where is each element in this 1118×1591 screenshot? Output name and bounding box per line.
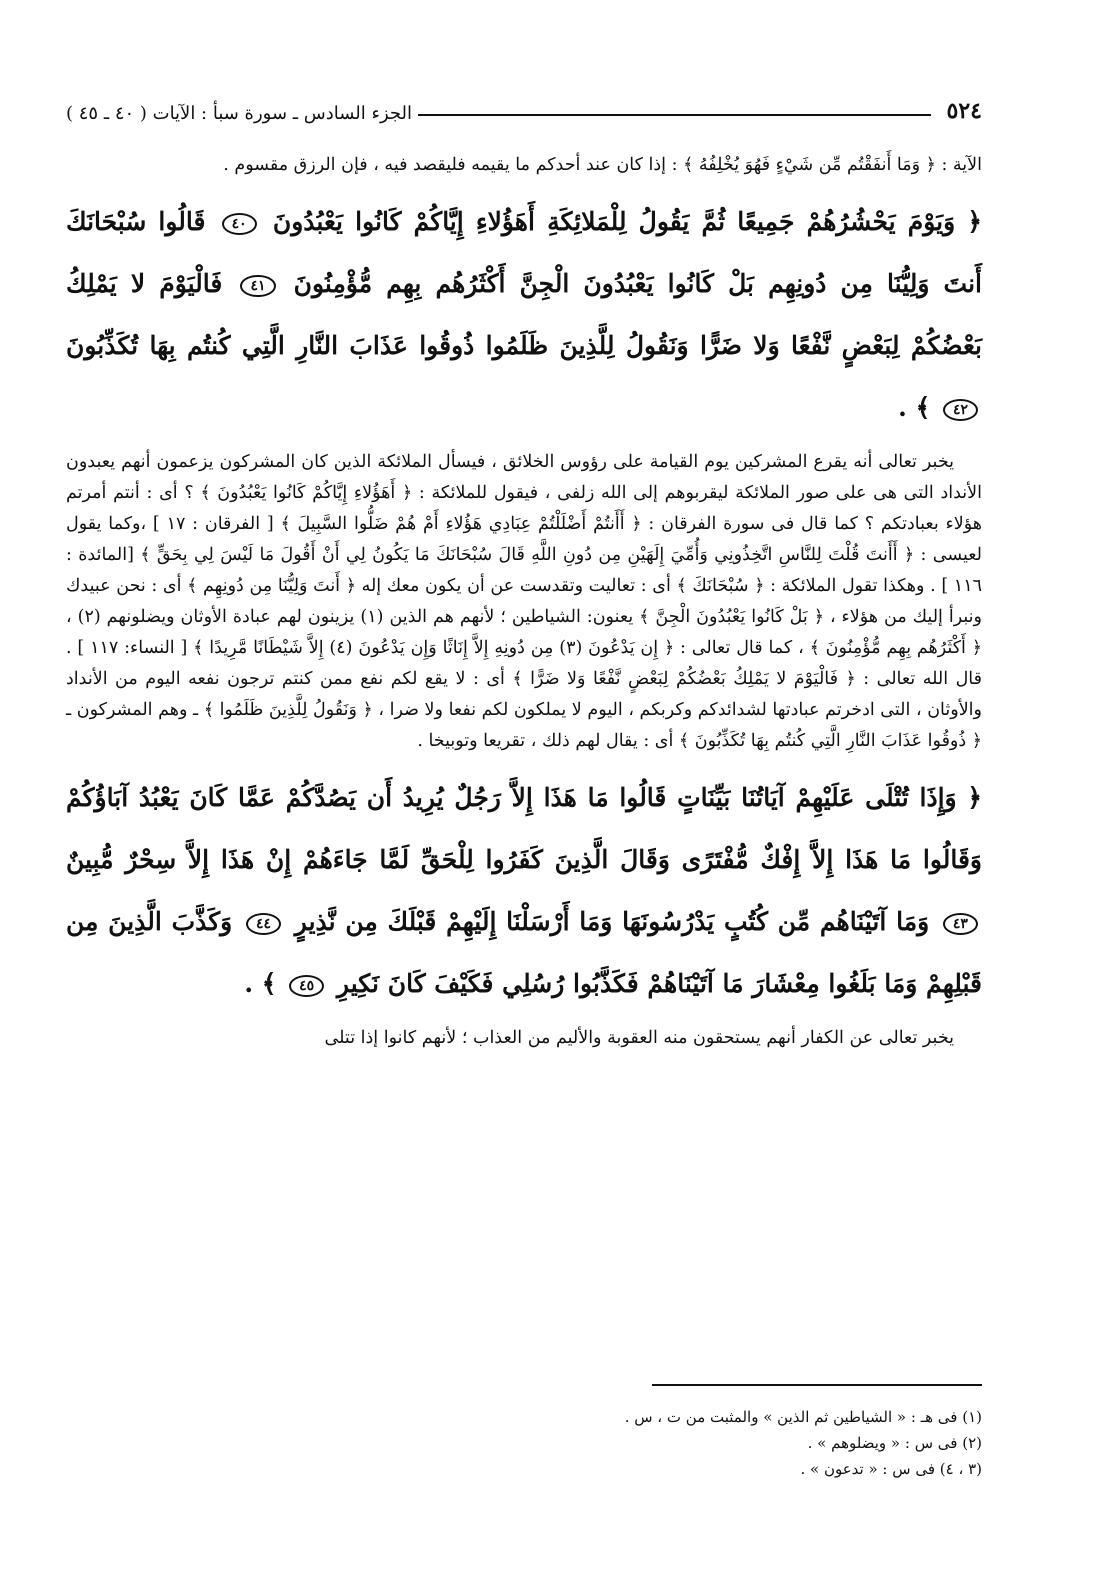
verse-number-badge: ٤٢ xyxy=(943,399,978,421)
footnote-rule xyxy=(652,1384,982,1386)
commentary-paragraph-1: الآية : ﴿ وَمَا أَنفَقْتُم مِّن شَيْءٍ فَهُوَ يُخْلِفُهُ ﴾ : إذا كان عند أحدكم ما يقيمه فليقصد فيه ، فإن الرزق مقسوم . xyxy=(223,155,982,175)
verse-number-badge: ٤٣ xyxy=(943,913,978,935)
verse-number-badge: ٤٥ xyxy=(289,975,324,997)
verse-number-badge: ٤٠ xyxy=(222,213,257,235)
quran-verse-block-1 xyxy=(66,191,982,439)
page-body xyxy=(66,150,982,1054)
verse-text: فَالْيَوْمَ لا يَمْلِكُ بَعْضُكُمْ لِبَعْضٍ نَّفْعًا وَلا ضَرًّا وَنَقُولُ لِلَّذِينَ ظَلَمُوا ذُوقُوا عَذَابَ النَّارِ الَّتِي كُنتُم بِهَا تُكَذِّبُونَ xyxy=(66,269,982,360)
commentary-paragraph-2: يخبر تعالى أنه يقرع المشركين يوم القيامة على رؤوس الخلائق ، فيسأل الملائكة الذين كان المشركون يزعمون أنهم يعبدون الأنداد التى هى على صور الملائكة ليقربوهم إلى الله زلفى ، فيقول للملائكة : ﴿ أَهَؤُلاءِ إِيَّاكُمْ كَانُوا يَعْبُدُونَ ﴾ ؟ أى : أنتم أمرتم هؤلاء بعبادتكم ؟ كما قال فى سورة الفرقان : ﴿ أَأَنتُمْ أَضْلَلْتُمْ عِبَادِي هَؤُلاءِ أَمْ هُمْ ضَلُّوا السَّبِيلَ ﴾ [ الفرقان : ١٧ ] ،وكما يقول لعيسى : ﴿ أَأَنتَ قُلْتَ لِلنَّاسِ اتَّخِذُونِي وَأُمِّيَ إِلَهَيْنِ مِن دُونِ اللَّهِ قَالَ سُبْحَانَكَ مَا يَكُونُ لِي أَنْ أَقُولَ مَا لَيْسَ لِي بِحَقٍّ ﴾ [المائدة : ١١٦ ] . وهكذا تقول الملائكة : ﴿ سُبْحَانَكَ ﴾ أى : تعاليت وتقدست عن أن يكون معك إله ﴿ أَنتَ وَلِيُّنَا مِن دُونِهِم ﴾ أى : نحن عبيدك ونبرأ إليك من هؤلاء ، ﴿ بَلْ كَانُوا يَعْبُدُونَ الْجِنَّ ﴾ يعنون: الشياطين ؛ لأنهم هم الذين (١) يزينون لهم عبادة الأوثان ويضلونهم (٢) ، ﴿ أَكْثَرُهُم بِهِم مُّؤْمِنُونَ ﴾ ، كما قال تعالى : ﴿ إِن يَدْعُونَ (٣) مِن دُونِهِ إِلاَّ إِنَاثًا وَإِن يَدْعُونَ (٤) إِلاَّ شَيْطَانًا مَّرِيدًا ﴾ [ النساء: ١١٧ ] . قال الله تعالى : ﴿ فَالْيَوْمَ لا يَمْلِكُ بَعْضُكُمْ لِبَعْضٍ نَّفْعًا وَلا ضَرًّا ﴾ أى : لا يقع لكم نفع ممن كنتم ترجون نفعه اليوم من الأنداد والأوثان ، التى ادخرتم عبادتها لشدائدكم وكربكم ، اليوم لا يملكون لكم نفعا ولا ضرا ، ﴿ وَنَقُولُ لِلَّذِينَ ظَلَمُوا ﴾ ـ وهم المشركون ـ ﴿ ذُوقُوا عَذَابَ النَّارِ الَّتِي كُنتُم بِهَا تُكَذِّبُونَ ﴾ أى : يقال لهم ذلك ، تقريعا وتوبيخا . xyxy=(66,452,983,751)
verse-number-badge: ٤٤ xyxy=(246,913,281,935)
page-number: ٥٢٤ xyxy=(946,98,982,124)
verse-text: وَكَذَّبَ الَّذِينَ مِن قَبْلِهِمْ وَمَا بَلَغُوا مِعْشَارَ مَا آتَيْنَاهُمْ فَكَذَّبُوا رُسُلِي فَكَيْفَ كَانَ نَكِيرِ xyxy=(66,907,982,998)
quran-verse-block-2 xyxy=(66,767,982,1015)
header-rule xyxy=(418,114,931,116)
verse-number-badge: ٤١ xyxy=(240,275,275,297)
verse-close: ﴾ . xyxy=(898,393,931,422)
commentary-paragraph-3: يخبر تعالى عن الكفار أنهم يستحقون منه العقوبة والأليم من العذاب ؛ لأنهم كانوا إذا تتلى xyxy=(324,1028,954,1048)
footnotes xyxy=(66,1404,982,1482)
verse-text: قَالُوا سُبْحَانَكَ أَنتَ وَلِيُّنَا مِن دُونِهِم بَلْ كَانُوا يَعْبُدُونَ الْجِنَّ أَكْثَرُهُم بِهِم مُّؤْمِنُونَ xyxy=(66,207,982,298)
verse-text: ﴿ وَيَوْمَ يَحْشُرُهُمْ جَمِيعًا ثُمَّ يَقُولُ لِلْمَلائِكَةِ أَهَؤُلاءِ إِيَّاكُمْ كَانُوا يَعْبُدُونَ xyxy=(272,207,982,236)
verse-close: ﴾ . xyxy=(244,969,277,998)
page-header xyxy=(66,90,982,124)
footnote: (١) فى هـ : « الشياطين ثم الذين » والمثبت من ت ، س . xyxy=(624,1408,982,1426)
verse-text: ﴿ وَإِذَا تُتْلَى عَلَيْهِمْ آيَاتُنَا بَيِّنَاتٍ قَالُوا مَا هَذَا إِلاَّ رَجُلٌ يُرِيدُ أَن يَصُدَّكُمْ عَمَّا كَانَ يَعْبُدُ آبَاؤُكُمْ وَقَالُوا مَا هَذَا إِلاَّ إِفْكٌ مُّفْتَرًى وَقَالَ الَّذِينَ كَفَرُوا لِلْحَقِّ لَمَّا جَاءَهُمْ إِنْ هَذَا إِلاَّ سِحْرٌ مُّبِينٌ xyxy=(66,783,982,874)
verse-text: وَمَا آتَيْنَاهُم مِّن كُتُبٍ يَدْرُسُونَهَا وَمَا أَرْسَلْنَا إِلَيْهِمْ قَبْلَكَ مِن نَّذِيرٍ xyxy=(294,907,930,936)
running-title: الجزء السادس ـ سورة سبأ : الآيات ( ٤٠ ـ ٤٥ ) xyxy=(66,103,413,124)
footnote: (٣ ، ٤) فى س : « تدعون » . xyxy=(800,1460,982,1478)
footnote: (٢) فى س : « ويضلوهم » . xyxy=(807,1434,982,1452)
